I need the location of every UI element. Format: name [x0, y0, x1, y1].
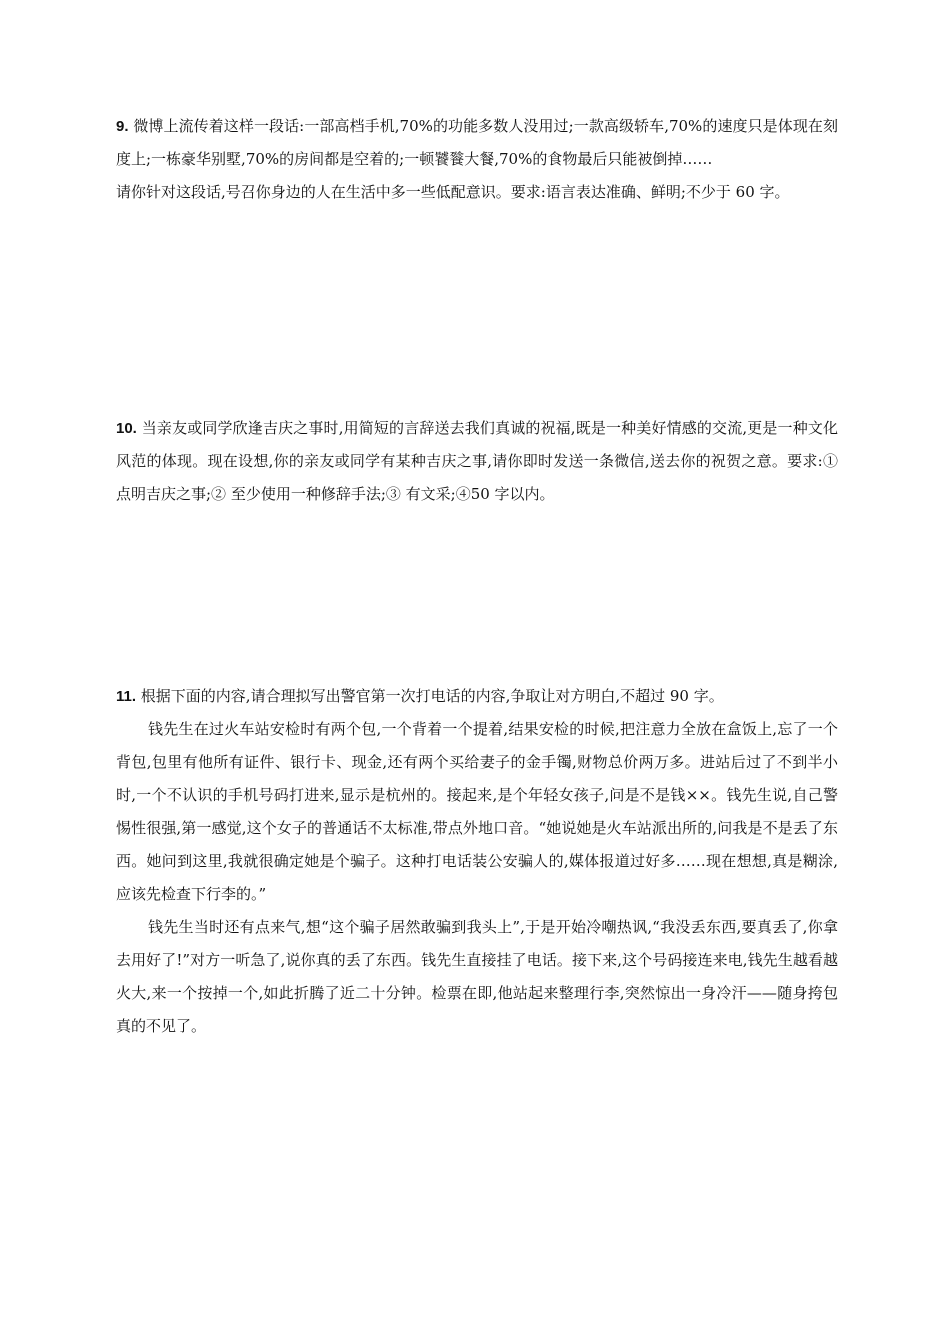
question-9-task: 请你针对这段话,号召你身边的人在生活中多一些低配意识。要求:语言表达准确、鲜明;不少于 60 字。	[116, 183, 790, 201]
question-11-passage-paragraph-2: 钱先生当时还有点来气,想“这个骗子居然敢骗到我头上”,于是开始冷嘲热讽,“我没丢东西,要真丢了,你拿去用好了!”对方一听急了,说你真的丢了东西。钱先生直接挂了电话。接下来,这个号码接连来电,钱先生越看越火大,来一个按掉一个,如此折腾了近二十分钟。检票在即,他站起来整理行李,突然惊出一身冷汗——随身挎包真的不见了。	[116, 918, 838, 1035]
question-11-number: 11.	[116, 688, 137, 705]
question-10	[116, 412, 838, 511]
question-10-number: 10.	[116, 420, 137, 437]
question-9-quote: 微博上流传着这样一段话:一部高档手机,70%的功能多数人没用过;一款高级轿车,70%的速度只是体现在刻度上;一栋豪华别墅,70%的房间都是空着的;一顿饕餮大餐,70%的食物最后只能被倒掉……	[116, 117, 838, 168]
question-11	[116, 680, 838, 1043]
question-10-stem	[116, 412, 838, 511]
question-10-text: 当亲友或同学欣逢吉庆之事时,用简短的言辞送去我们真诚的祝福,既是一种美好情感的交流,更是一种文化风范的体现。现在设想,你的亲友或同学有某种吉庆之事,请你即时发送一条微信,送去你的祝贺之意。要求:① 点明吉庆之事;② 至少使用一种修辞手法;③ 有文采;④50 字以内。	[116, 419, 838, 503]
question-9-number: 9.	[116, 118, 129, 135]
question-11-prompt: 根据下面的内容,请合理拟写出警官第一次打电话的内容,争取让对方明白,不超过 90 字。	[136, 687, 724, 705]
question-9-stem	[116, 110, 838, 176]
question-11-stem	[116, 680, 838, 713]
question-9	[116, 110, 838, 209]
question-11-passage-paragraph-1: 钱先生在过火车站安检时有两个包,一个背着一个提着,结果安检的时候,把注意力全放在盒饭上,忘了一个背包,包里有他所有证件、银行卡、现金,还有两个买给妻子的金手镯,财物总价两万多。进站后过了不到半小时,一个不认识的手机号码打进来,显示是杭州的。接起来,是个年轻女孩子,问是不是钱××。钱先生说,自己警惕性很强,第一感觉,这个女子的普通话不太标准,带点外地口音。“她说她是火车站派出所的,问我是不是丢了东西。她问到这里,我就很确定她是个骗子。这种打电话装公安骗人的,媒体报道过好多……现在想想,真是糊涂,应该先检查下行李的。”	[116, 720, 838, 903]
